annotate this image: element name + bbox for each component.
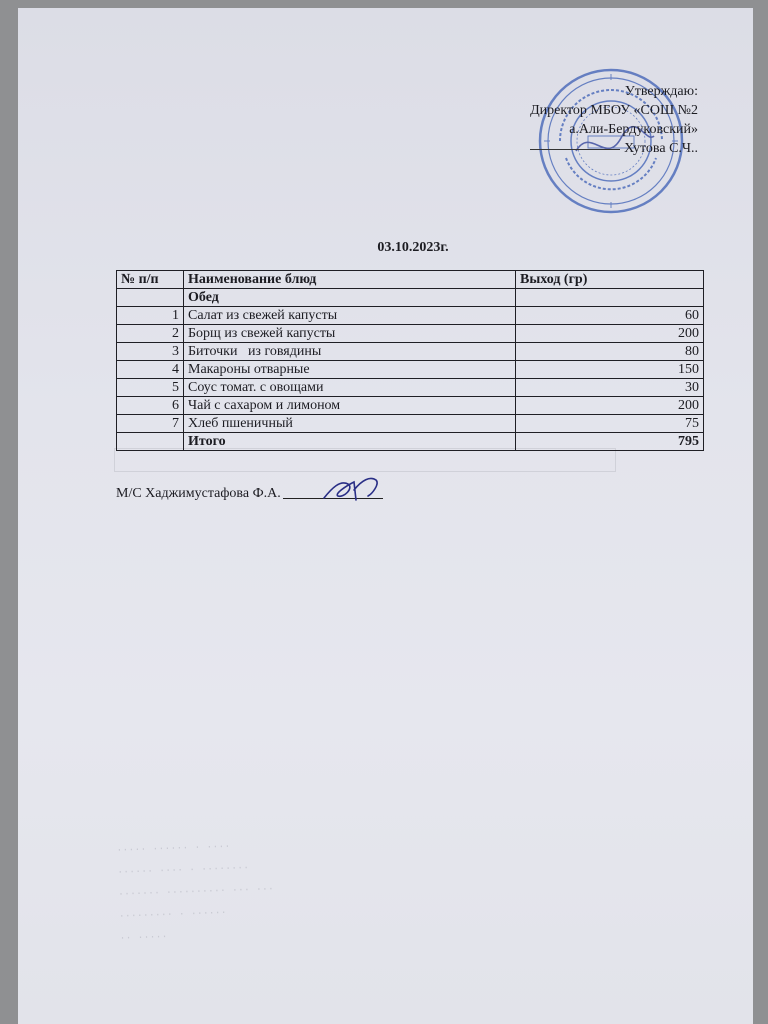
dish-name: Борщ из свежей капусты [184,325,516,343]
total-label: Итого [184,433,516,451]
table-row [117,397,704,415]
total-row [117,433,704,451]
dish-output: 200 [516,397,704,415]
total-value: 795 [516,433,704,451]
table-row [117,307,704,325]
header-output: Выход (гр) [516,271,704,289]
header-dish-name: Наименование блюд [184,271,516,289]
section-row [117,289,704,307]
document-page [18,8,753,1024]
dish-name: Хлеб пшеничный [184,415,516,433]
row-number: 7 [117,415,184,433]
row-number: 2 [117,325,184,343]
section-label: Обед [184,289,516,307]
dish-name: Салат из свежей капусты [184,307,516,325]
approval-line-3: а.Али-Бердуковский» [569,122,698,137]
menu-date: 03.10.2023г. [377,240,449,255]
header-number: № п/п [117,271,184,289]
table-row [117,379,704,397]
dish-output: 60 [516,307,704,325]
table-row [117,361,704,379]
handwritten-signature-icon [318,470,388,506]
dish-name: Соус томат. с овощами [184,379,516,397]
dish-output: 150 [516,361,704,379]
approval-line-2: Директор МБОУ «СОШ №2 [530,103,698,118]
dish-output: 80 [516,343,704,361]
dish-name: Макароны отварные [184,361,516,379]
row-number: 1 [117,307,184,325]
dish-output: 75 [516,415,704,433]
row-number: 5 [117,379,184,397]
row-number: 3 [117,343,184,361]
signature-blank [530,149,620,150]
approval-line-4 [530,139,698,158]
approval-block [530,82,698,158]
row-number: 4 [117,361,184,379]
menu-table [116,270,704,451]
table-row [117,325,704,343]
approval-line-1: Утверждаю: [624,84,698,99]
dish-name: Чай с сахаром и лимоном [184,397,516,415]
nurse-name: М/С Хаджимустафова Ф.А. [116,486,281,501]
table-row [117,415,704,433]
bleed-through-text: ····· ······ · ···· ······ ···· · ········ ······· ·········· ··· ··· ········· · ······ ·· ····· [116,841,275,945]
dish-output: 30 [516,379,704,397]
row-number: 6 [117,397,184,415]
table-header-row [117,271,704,289]
dish-name: Биточки из говядины [184,343,516,361]
bleed-through-table [114,448,616,472]
director-name: Хутова С.Ч.. [624,141,698,156]
dish-output: 200 [516,325,704,343]
table-row [117,343,704,361]
